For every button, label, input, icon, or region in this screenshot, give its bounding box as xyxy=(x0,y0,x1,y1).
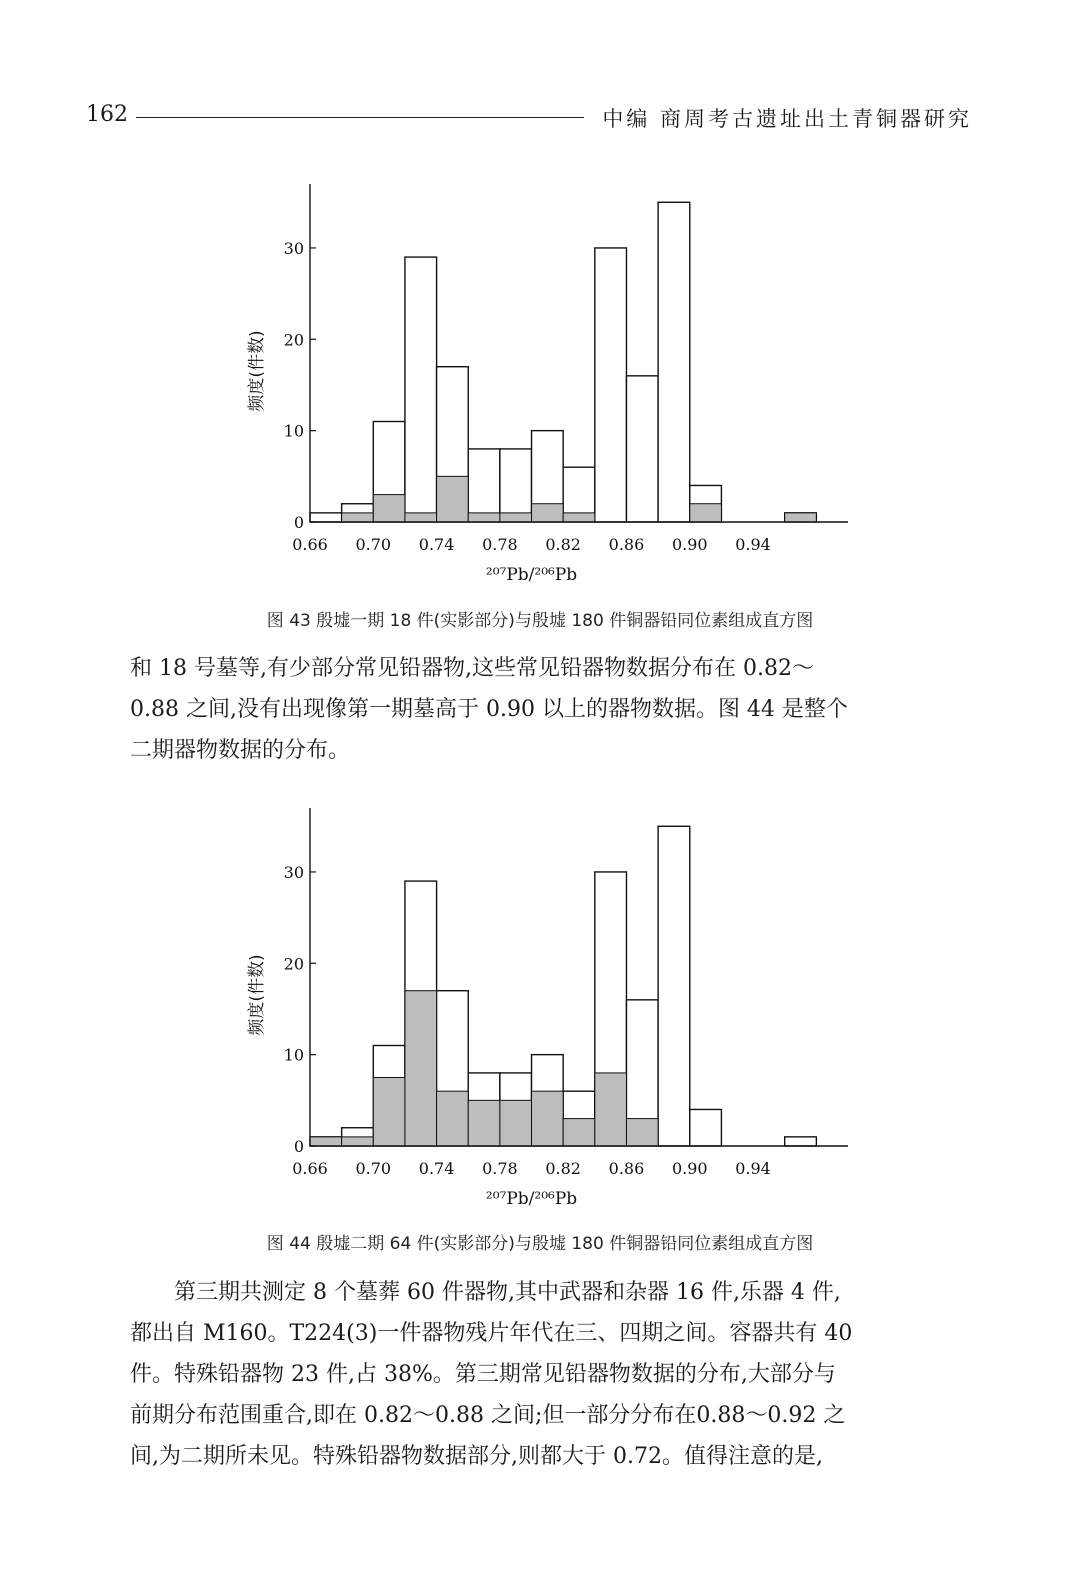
histogram-bar xyxy=(405,257,437,522)
y-tick-label: 0 xyxy=(293,513,304,532)
x-tick-label: 0.86 xyxy=(608,535,645,554)
x-tick-label: 0.78 xyxy=(482,535,518,554)
x-tick-label: 0.74 xyxy=(418,1159,455,1178)
histogram-bar-shaded xyxy=(532,504,564,522)
y-tick-label: 30 xyxy=(283,862,304,882)
x-tick-label: 0.74 xyxy=(418,535,455,554)
paragraph-1-line: 二期器物数据的分布。 xyxy=(130,738,351,763)
y-tick-label: 20 xyxy=(283,954,304,974)
figure-44-caption: 图 44 殷墟二期 64 件(实影部分)与殷墟 180 件铜器铅同位素组成直方图 xyxy=(266,1234,814,1254)
x-tick-label: 0.82 xyxy=(545,1159,581,1178)
histogram-bar-shaded xyxy=(563,1119,595,1146)
paragraph-1 xyxy=(130,648,960,771)
histogram-bar xyxy=(626,376,658,522)
histogram-bar-shaded xyxy=(342,513,374,522)
paragraph-2-line: 都出自 M160。T224(3)一件器物残片年代在三、四期之间。容器共有 40 xyxy=(130,1321,853,1346)
histogram-bar xyxy=(658,826,690,1146)
histogram-bar-shaded xyxy=(468,1100,500,1146)
histogram-bar-shaded xyxy=(532,1091,564,1146)
x-tick-label: 0.70 xyxy=(355,535,392,554)
histogram-bar xyxy=(468,449,500,522)
x-tick-label: 0.66 xyxy=(292,1159,328,1178)
paragraph-2-line: 件。特殊铅器物 23 件,占 38%。第三期常见铅器物数据的分布,大部分与 xyxy=(130,1362,836,1387)
running-title: 中编 商周考古遗址出土青铜器研究 xyxy=(602,107,972,131)
histogram-bar-shaded xyxy=(373,1077,405,1146)
y-tick-label: 30 xyxy=(283,238,304,258)
y-tick-label: 20 xyxy=(283,330,304,350)
paragraph-2 xyxy=(130,1272,960,1477)
histogram-figure-43 xyxy=(230,176,860,596)
x-tick-label: 0.78 xyxy=(482,1159,518,1178)
histogram-bar-shaded xyxy=(342,1137,374,1146)
paragraph-1-line: 和 18 号墓等,有少部分常见铅器物,这些常见铅器物数据分布在 0.82～ xyxy=(130,656,814,681)
histogram-bar xyxy=(785,1137,817,1146)
histogram-bar xyxy=(500,449,532,522)
paragraph-2-line: 前期分布范围重合,即在 0.82～0.88 之间;但一部分分布在0.88～0.92 之 xyxy=(130,1403,846,1428)
figure-43-caption: 图 43 殷墟一期 18 件(实影部分)与殷墟 180 件铜器铅同位素组成直方图 xyxy=(266,611,814,631)
paragraph-2-line: 间,为二期所未见。特殊铅器物数据部分,则都大于 0.72。值得注意的是, xyxy=(130,1444,823,1469)
page-number: 162 xyxy=(86,102,128,127)
y-axis-label: 频度(件数) xyxy=(247,330,267,412)
histogram-bar-shaded xyxy=(468,513,500,522)
x-tick-label: 0.70 xyxy=(355,1159,392,1178)
histogram-bar-shaded xyxy=(626,1119,658,1146)
histogram-bar-shaded xyxy=(437,476,469,522)
x-axis-label: ²⁰⁷Pb/²⁰⁶Pb xyxy=(485,1189,578,1209)
x-tick-label: 0.90 xyxy=(671,535,708,554)
series-total xyxy=(310,202,816,522)
histogram-bar-shaded xyxy=(595,1073,627,1146)
histogram-44-svg xyxy=(230,800,860,1220)
histogram-bar-shaded xyxy=(373,495,405,522)
histogram-bar-shaded xyxy=(500,1100,532,1146)
histogram-bar-shaded xyxy=(563,513,595,522)
histogram-bar xyxy=(595,248,627,522)
x-axis-label: ²⁰⁷Pb/²⁰⁶Pb xyxy=(485,565,578,585)
paragraph-2-line: 第三期共测定 8 个墓葬 60 件器物,其中武器和杂器 16 件,乐器 4 件, xyxy=(130,1280,841,1305)
x-tick-label: 0.82 xyxy=(545,535,581,554)
histogram-figure-44 xyxy=(230,800,860,1220)
header-rule xyxy=(136,117,584,118)
y-tick-label: 10 xyxy=(283,1045,304,1065)
x-tick-label: 0.94 xyxy=(735,1159,771,1178)
histogram-bar-shaded xyxy=(785,513,817,522)
histogram-bar-shaded xyxy=(500,513,532,522)
histogram-bar-shaded xyxy=(437,1091,469,1146)
y-axis-label: 频度(件数) xyxy=(247,954,267,1036)
x-tick-label: 0.94 xyxy=(735,535,771,554)
x-tick-label: 0.66 xyxy=(292,535,328,554)
histogram-bar xyxy=(690,1109,722,1146)
histogram-bar-shaded xyxy=(405,513,437,522)
histogram-43-svg xyxy=(230,176,860,596)
histogram-bar-shaded xyxy=(405,991,437,1146)
histogram-bar-shaded xyxy=(690,504,722,522)
page-header xyxy=(86,100,972,134)
histogram-bar-shaded xyxy=(310,1137,342,1146)
histogram-bar xyxy=(310,513,342,522)
x-tick-label: 0.86 xyxy=(608,1159,645,1178)
y-tick-label: 10 xyxy=(283,421,304,441)
x-tick-label: 0.90 xyxy=(671,1159,708,1178)
histogram-bar xyxy=(658,202,690,522)
y-tick-label: 0 xyxy=(293,1137,304,1156)
paragraph-1-line: 0.88 之间,没有出现像第一期墓高于 0.90 以上的器物数据。图 44 是整个 xyxy=(130,697,848,722)
